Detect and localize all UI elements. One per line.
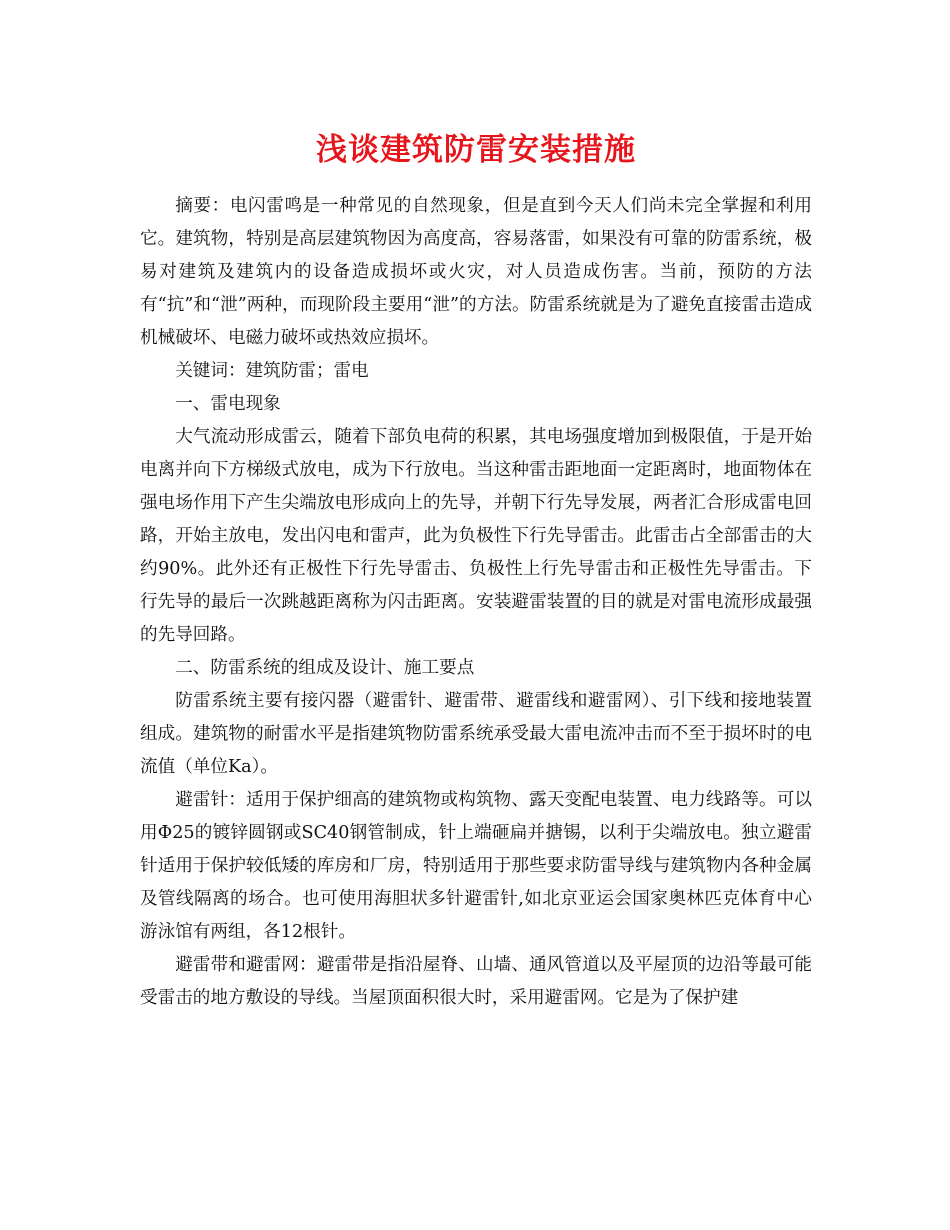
document-page: [140, 120, 812, 1015]
keywords-paragraph: 关键词：建筑防雷；雷电: [175, 361, 369, 381]
body-paragraph: 避雷带和避雷网：避雷带是指沿屋脊、山墙、通风管道以及平屋顶的边沿等最可能受雷击的地方敷设的导线。当屋顶面积很大时，采用避雷网。它是为了保护建: [140, 955, 812, 1008]
document-title: 浅谈建筑防雷安装措施: [316, 132, 636, 168]
section-heading-1: 一、雷电现象: [175, 394, 281, 414]
body-paragraph: 大气流动形成雷云，随着下部负电荷的积累，其电场强度增加到极限值，于是开始电离并向下方梯级式放电，成为下行放电。当这种雷击距地面一定距离时，地面物体在强电场作用下产生尖端放电形成向上的先导，并朝下行先导发展，两者汇合形成雷电回路，开始主放电，发出闪电和雷声，此为负极性下行先导雷击。此雷击占全部雷击的大约90%。此外还有正极性下行先导雷击、负极性上行先导雷击和正极性先导雷击。下行先导的最后一次跳越距离称为闪击距离。安装避雷装置的目的就是对雷电流形成最强的先导回路。: [140, 427, 812, 645]
body-paragraph: 防雷系统主要有接闪器（避雷针、避雷带、避雷线和避雷网）、引下线和接地装置组成。建筑物的耐雷水平是指建筑物防雷系统承受最大雷电流冲击而不至于损坏时的电流值（单位Ka）。: [140, 691, 812, 777]
body-paragraph: 避雷针：适用于保护细高的建筑物或构筑物、露天变配电装置、电力线路等。可以用Φ25的镀锌圆钢或SC40钢管制成，针上端砸扁并搪锡，以利于尖端放电。独立避雷针适用于保护较低矮的库房和厂房，特别适用于那些要求防雷导线与建筑物内各种金属及管线隔离的场合。也可使用海胆状多针避雷针,如北京亚运会国家奥林匹克体育中心游泳馆有两组，各12根针。: [140, 790, 812, 942]
section-heading-2: 二、防雷系统的组成及设计、施工要点: [175, 658, 475, 678]
abstract-paragraph: 摘要：电闪雷鸣是一种常见的自然现象，但是直到今天人们尚未完全掌握和利用它。建筑物，特别是高层建筑物因为高度高，容易落雷，如果没有可靠的防雷系统，极易对建筑及建筑内的设备造成损坏或火灾，对人员造成伤害。当前，预防的方法有“抗”和“泄”两种，而现阶段主要用“泄”的方法。防雷系统就是为了避免直接雷击造成机械破坏、电磁力破坏或热效应损坏。: [140, 196, 812, 348]
